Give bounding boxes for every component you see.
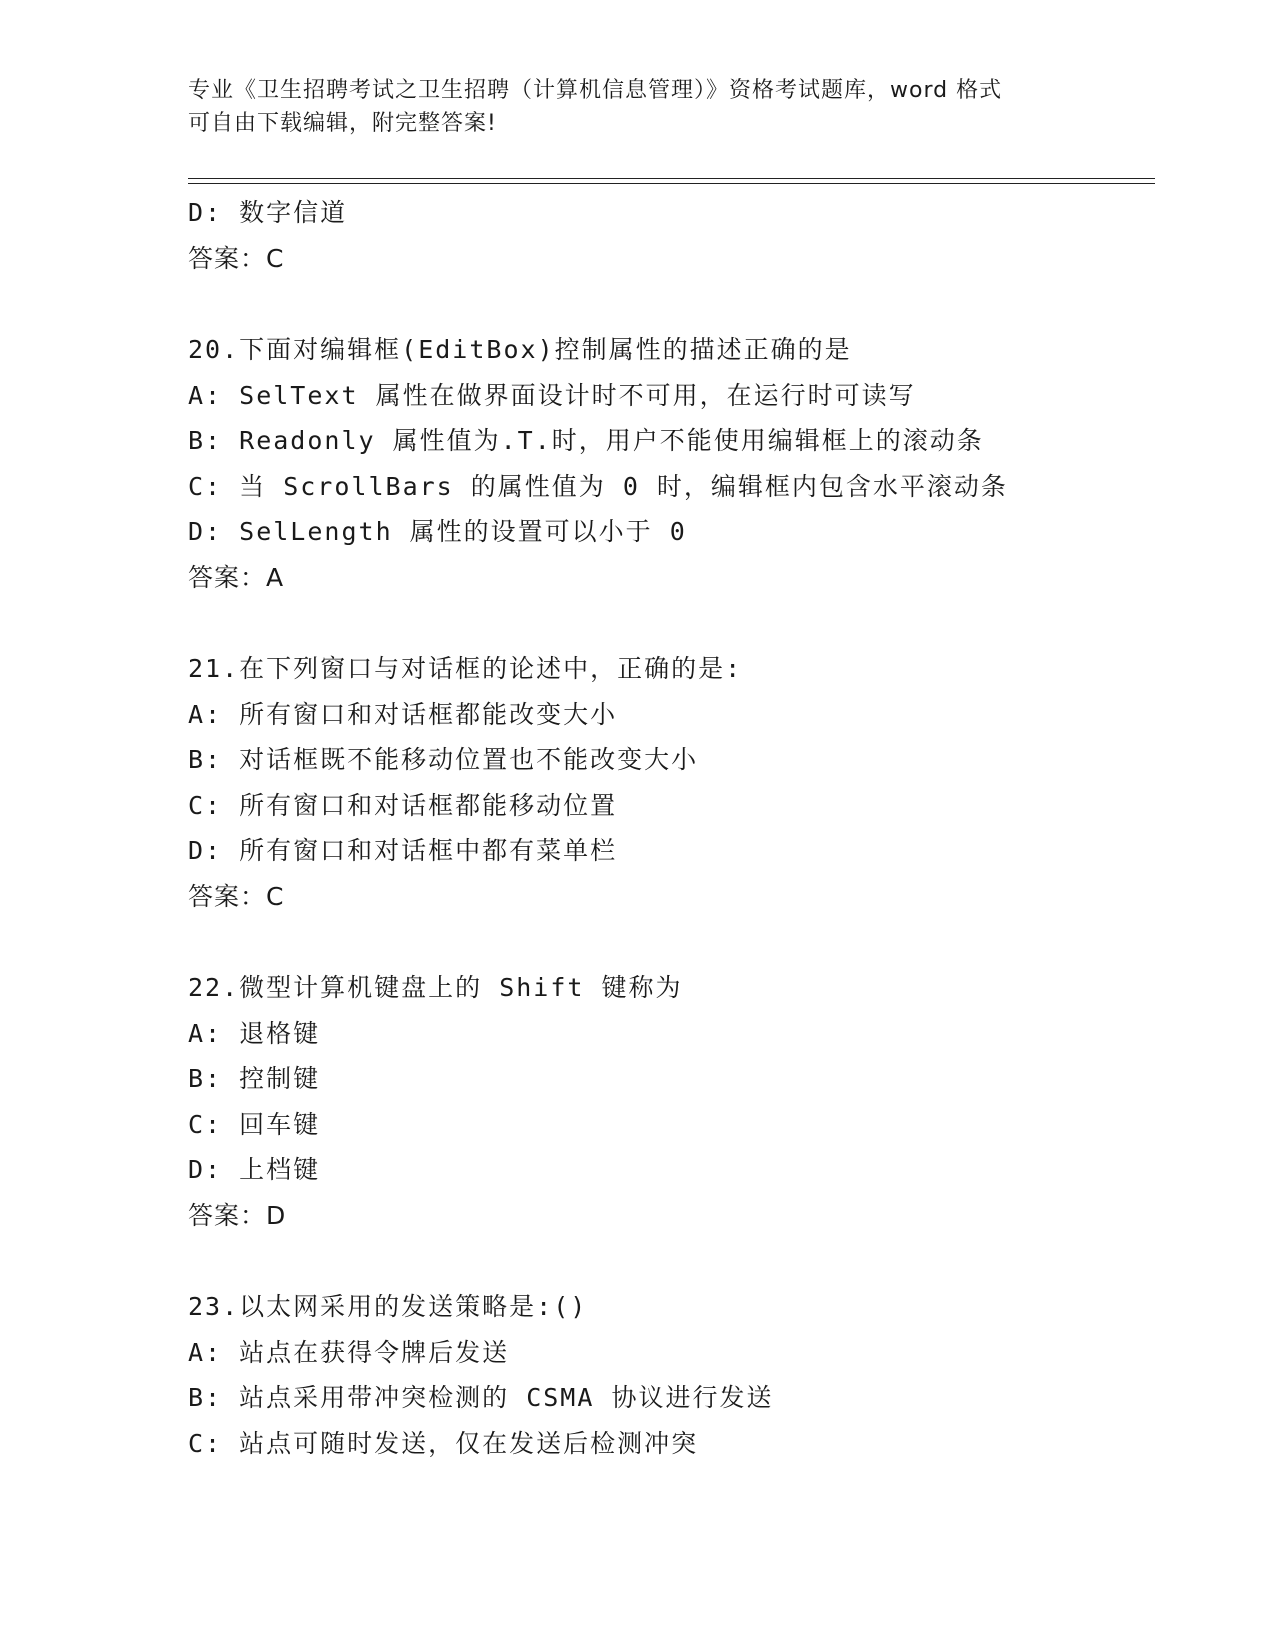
answer: 答案：A	[188, 562, 285, 592]
answer: 答案：C	[188, 881, 285, 911]
answer: 答案：C	[188, 243, 285, 273]
header-line-2: 可自由下载编辑，附完整答案!	[188, 111, 497, 136]
option-b: B: 对话框既不能移动位置也不能改变大小	[188, 745, 699, 774]
header-line-1: 专业《卫生招聘考试之卫生招聘（计算机信息管理）》资格考试题库，word 格式	[188, 78, 1003, 103]
option-c: C: 站点可随时发送，仅在发送后检测冲突	[188, 1428, 699, 1458]
document-header	[188, 74, 1088, 140]
option-b: B: 站点采用带冲突检测的 CSMA 协议进行发送	[188, 1383, 774, 1412]
option-a: A: SelText 属性在做界面设计时不可用，在运行时可读写	[188, 380, 916, 410]
question-23	[188, 1284, 1168, 1466]
spacer	[188, 281, 1168, 327]
question-19-tail	[188, 190, 1168, 281]
question-text: 22.微型计算机键盘上的 Shift 键称为	[188, 973, 683, 1002]
question-22	[188, 965, 1168, 1238]
option-c: C: 回车键	[188, 1109, 321, 1139]
option-d: D: 上档键	[188, 1155, 321, 1184]
option-c: C: 所有窗口和对话框都能移动位置	[188, 790, 618, 820]
option-a: A: 所有窗口和对话框都能改变大小	[188, 699, 618, 729]
question-text: 20.下面对编辑框(EditBox)控制属性的描述正确的是	[188, 335, 852, 364]
header-divider-bottom	[188, 183, 1155, 184]
spacer	[188, 600, 1168, 646]
spacer	[188, 919, 1168, 965]
answer: 答案：D	[188, 1200, 287, 1230]
header-divider-top	[188, 178, 1155, 179]
option-a: A: 退格键	[188, 1018, 321, 1048]
option-a: A: 站点在获得令牌后发送	[188, 1337, 510, 1367]
question-list	[188, 190, 1168, 1466]
option-d: D: 数字信道	[188, 198, 348, 227]
option-d: D: SelLength 属性的设置可以小于 0	[188, 517, 687, 546]
question-text: 21.在下列窗口与对话框的论述中，正确的是:	[188, 654, 743, 683]
question-21	[188, 646, 1168, 919]
option-c: C: 当 ScrollBars 的属性值为 0 时，编辑框内包含水平滚动条	[188, 471, 1008, 501]
option-d: D: 所有窗口和对话框中都有菜单栏	[188, 836, 618, 865]
question-20	[188, 327, 1168, 600]
option-b: B: Readonly 属性值为.T.时，用户不能使用编辑框上的滚动条	[188, 426, 984, 455]
option-b: B: 控制键	[188, 1064, 321, 1093]
spacer	[188, 1238, 1168, 1284]
question-text: 23.以太网采用的发送策略是:()	[188, 1292, 588, 1321]
